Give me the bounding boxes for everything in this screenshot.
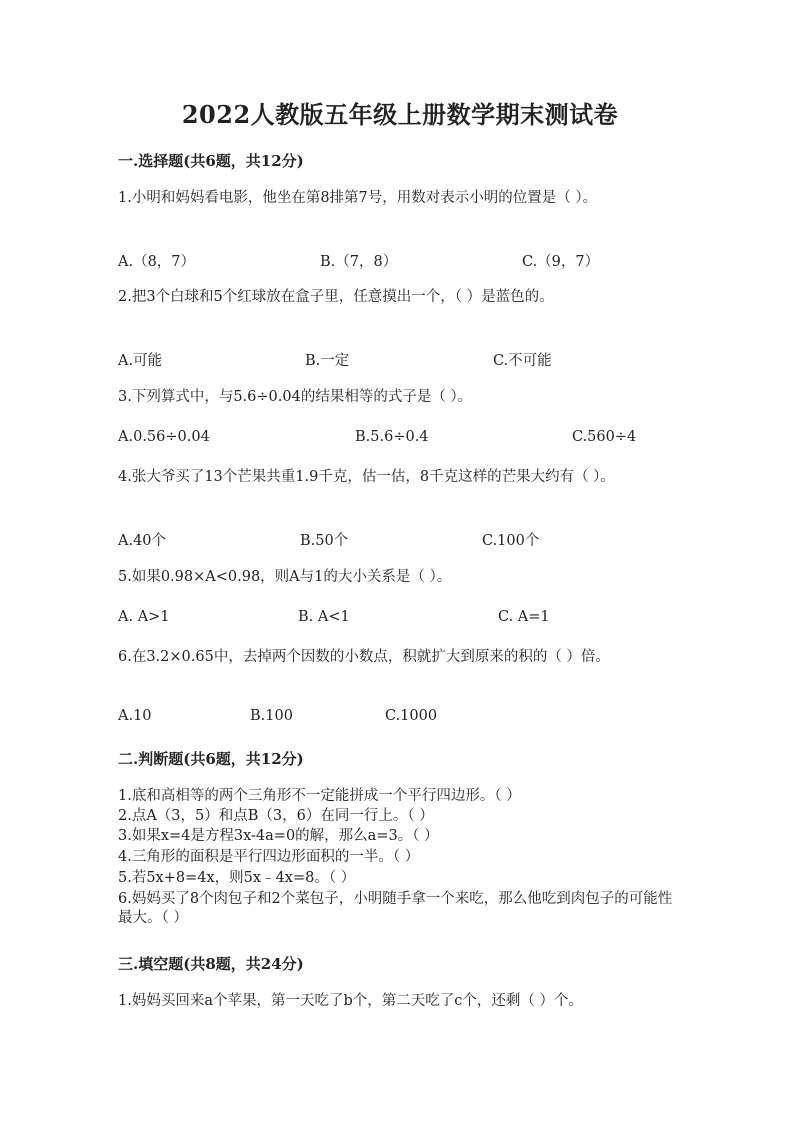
question-1-option-b: B.（7，8） xyxy=(320,254,398,270)
question-5-option-c: C. A=1 xyxy=(498,609,550,625)
section-heading-judgement: 二.判断题(共6题，共12分) xyxy=(118,750,304,768)
judgement-item-4: 4.三角形的面积是平行四边形面积的一半。（ ） xyxy=(118,849,420,865)
fill-question-1: 1.妈妈买回来a个苹果，第一天吃了b个，第二天吃了c个，还剩（ ）个。 xyxy=(118,993,583,1009)
question-4-option-c: C.100个 xyxy=(482,533,540,549)
question-5: 5.如果0.98×A<0.98，则A与1的大小关系是（ ）。 xyxy=(118,569,452,585)
question-4-option-b: B.50个 xyxy=(300,533,349,549)
question-1-option-c: C.（9，7） xyxy=(522,254,600,270)
question-3-option-c: C.560÷4 xyxy=(572,429,637,445)
question-5-option-b: B. A<1 xyxy=(298,609,350,625)
question-5-option-a: A. A>1 xyxy=(118,609,170,625)
judgement-item-6: 6.妈妈买了8个肉包子和2个菜包子，小明随手拿一个来吃，那么他吃到肉包子的可能性最大。（ ） xyxy=(118,891,673,926)
judgement-item-5: 5.若5x+8=4x，则5x﹣4x=8。（ ） xyxy=(118,870,356,886)
question-6-option-b: B.100 xyxy=(250,708,293,724)
question-4-option-a: A.40个 xyxy=(118,533,167,549)
question-3: 3.下列算式中，与5.6÷0.04的结果相等的式子是（ ）。 xyxy=(118,389,473,405)
question-3-option-a: A.0.56÷0.04 xyxy=(118,429,210,445)
question-6: 6.在3.2×0.65中，去掉两个因数的小数点，积就扩大到原来的积的（ ）倍。 xyxy=(118,649,610,665)
question-4: 4.张大爷买了13个芒果共重1.9千克，估一估，8千克这样的芒果大约有（ ）。 xyxy=(118,469,615,485)
question-6-option-a: A.10 xyxy=(118,708,152,724)
question-1-option-a: A.（8，7） xyxy=(118,254,196,270)
section-heading-choice: 一.选择题(共6题，共12分) xyxy=(118,152,304,170)
question-2-option-b: B.一定 xyxy=(305,353,350,369)
section-heading-fill-blank: 三.填空题(共8题，共24分) xyxy=(118,955,304,973)
page-title: 2022人教版五年级上册数学期末测试卷 xyxy=(181,100,619,129)
judgement-item-3: 3.如果x=4是方程3x-4a=0的解，那么a=3。（ ） xyxy=(118,828,439,844)
judgement-item-1: 1.底和高相等的两个三角形不一定能拼成一个平行四边形。（ ） xyxy=(118,788,521,804)
question-2-option-a: A.可能 xyxy=(118,353,163,369)
judgement-item-2: 2.点A（3，5）和点B（3，6）在同一行上。（ ） xyxy=(118,808,434,824)
question-3-option-b: B.5.6÷0.4 xyxy=(355,429,429,445)
question-2-option-c: C.不可能 xyxy=(493,353,552,369)
question-1: 1.小明和妈妈看电影，他坐在第8排第7号，用数对表示小明的位置是（ ）。 xyxy=(118,190,598,206)
question-6-option-c: C.1000 xyxy=(385,708,438,724)
question-2: 2.把3个白球和5个红球放在盒子里，任意摸出一个，（ ）是蓝色的。 xyxy=(118,289,554,305)
